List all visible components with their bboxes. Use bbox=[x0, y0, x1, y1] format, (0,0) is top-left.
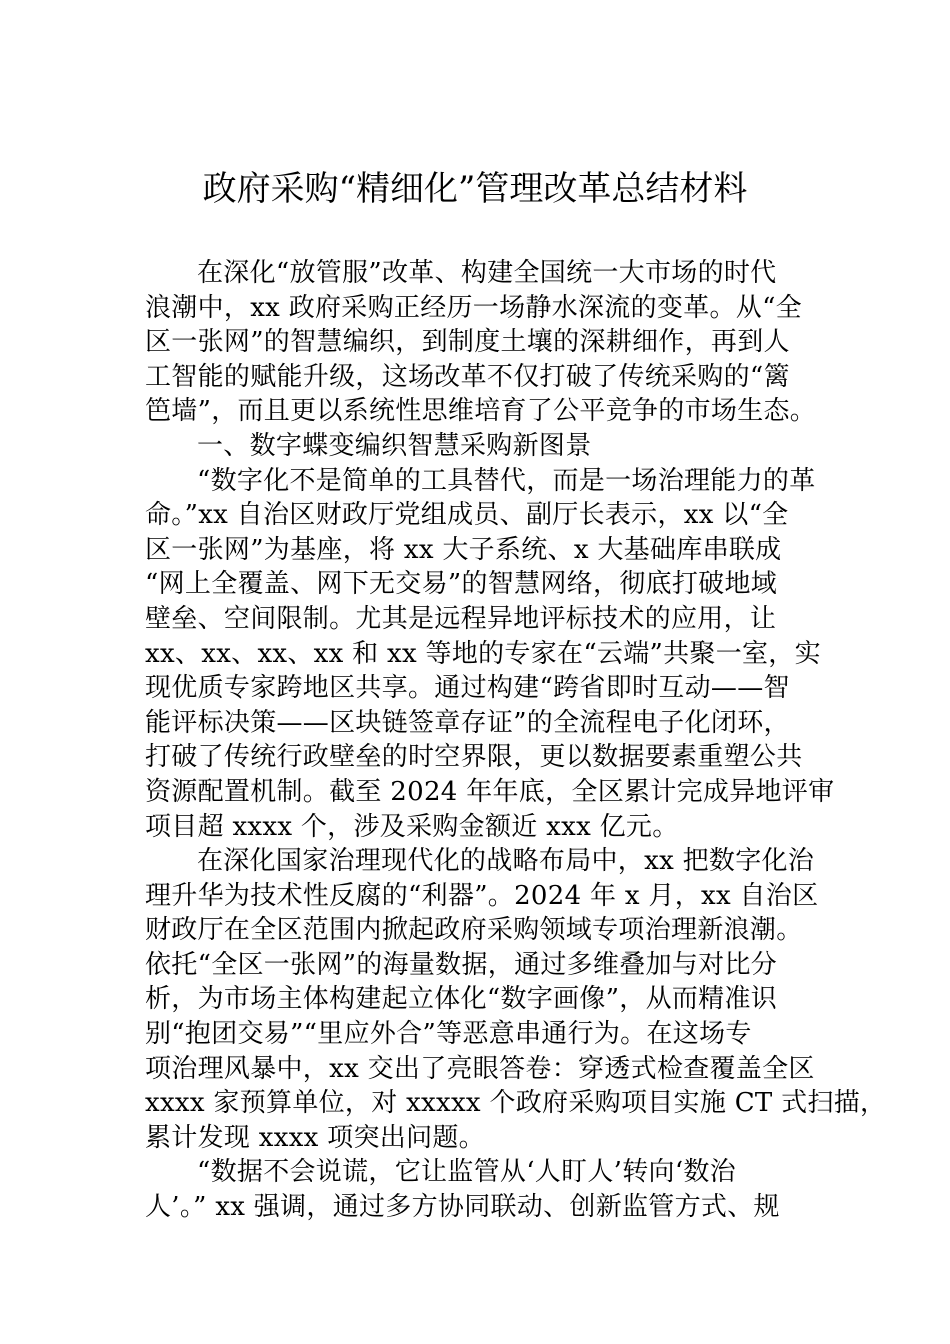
paragraph-line: 壁垒、空间限制。尤其是远程异地评标技术的应用，让 bbox=[145, 603, 777, 634]
paragraph-line: 区一张网”的智慧编织，到制度土壤的深耕细作，再到人 bbox=[145, 327, 790, 358]
section-heading: 一、数字蝶变编织智慧采购新图景 bbox=[197, 430, 592, 461]
paragraph-line: “数据不会说谎，它让监管从‘人盯人’转向‘数治 bbox=[197, 1157, 736, 1188]
paragraph-line: 能评标决策——区块链签章存证”的全流程电子化闭环， bbox=[145, 707, 790, 738]
paragraph-line: 命。”xx 自治区财政厅党组成员、副厅长表示，xx 以“全 bbox=[145, 500, 789, 531]
paragraph-line: “网上全覆盖、网下无交易”的智慧网络，彻底打破地域 bbox=[145, 569, 778, 600]
paragraph-line: 项治理风暴中，xx 交出了亮眼答卷：穿透式检查覆盖全区 bbox=[145, 1053, 815, 1084]
paragraph-line: “数字化不是简单的工具替代，而是一场治理能力的革 bbox=[197, 465, 816, 496]
paragraph-line: 区一张网”为基座，将 xx 大子系统、x 大基础库串联成 bbox=[145, 534, 782, 565]
paragraph-line: 别“抱团交易”“里应外合”等恶意串通行为。在这场专 bbox=[145, 1019, 752, 1050]
paragraph-line: 浪潮中，xx 政府采购正经历一场静水深流的变革。从“全 bbox=[145, 292, 802, 323]
paragraph-line: 依托“全区一张网”的海量数据，通过多维叠加与对比分 bbox=[145, 949, 778, 980]
paragraph-line: 人’。” xx 强调，通过多方协同联动、创新监管方式、规 bbox=[145, 1192, 780, 1223]
paragraph-line: xxxx 家预算单位，对 xxxxx 个政府采购项目实施 CT 式扫描， bbox=[145, 1088, 887, 1119]
paragraph-line: 工智能的赋能升级，这场改革不仅打破了传统采购的“篱 bbox=[145, 361, 790, 392]
paragraph-line: 打破了传统行政壁垒的时空界限，更以数据要素重塑公共 bbox=[145, 742, 803, 773]
paragraph-line: 累计发现 xxxx 项突出问题。 bbox=[145, 1122, 485, 1153]
document-title: 政府采购“精细化”管理改革总结材料 bbox=[202, 169, 748, 209]
paragraph-line: 笆墙”，而且更以系统性思维培育了公平竞争的市场生态。 bbox=[145, 396, 817, 427]
paragraph-line: 在深化“放管服”改革、构建全国统一大市场的时代 bbox=[197, 258, 777, 288]
paragraph-line: 资源配置机制。截至 2024 年年底，全区累计完成异地评审 bbox=[145, 776, 835, 807]
paragraph-line: 现优质专家跨地区共享。通过构建“跨省即时互动——智 bbox=[145, 673, 790, 704]
paragraph-line: 理升华为技术性反腐的“利器”。2024 年 x 月，xx 自治区 bbox=[145, 880, 819, 911]
document-body bbox=[145, 256, 887, 1225]
paragraph-line: 财政厅在全区范围内掀起政府采购领域专项治理新浪潮。 bbox=[145, 915, 803, 946]
paragraph-line: 析，为市场主体构建起立体化“数字画像”，从而精准识 bbox=[145, 984, 778, 1015]
paragraph-line: xx、xx、xx、xx 和 xx 等地的专家在“云端”共聚一室，实 bbox=[145, 638, 821, 669]
paragraph-line: 在深化国家治理现代化的战略布局中，xx 把数字化治 bbox=[197, 846, 815, 877]
paragraph-line: 项目超 xxxx 个，涉及采购金额近 xxx 亿元。 bbox=[145, 811, 679, 842]
